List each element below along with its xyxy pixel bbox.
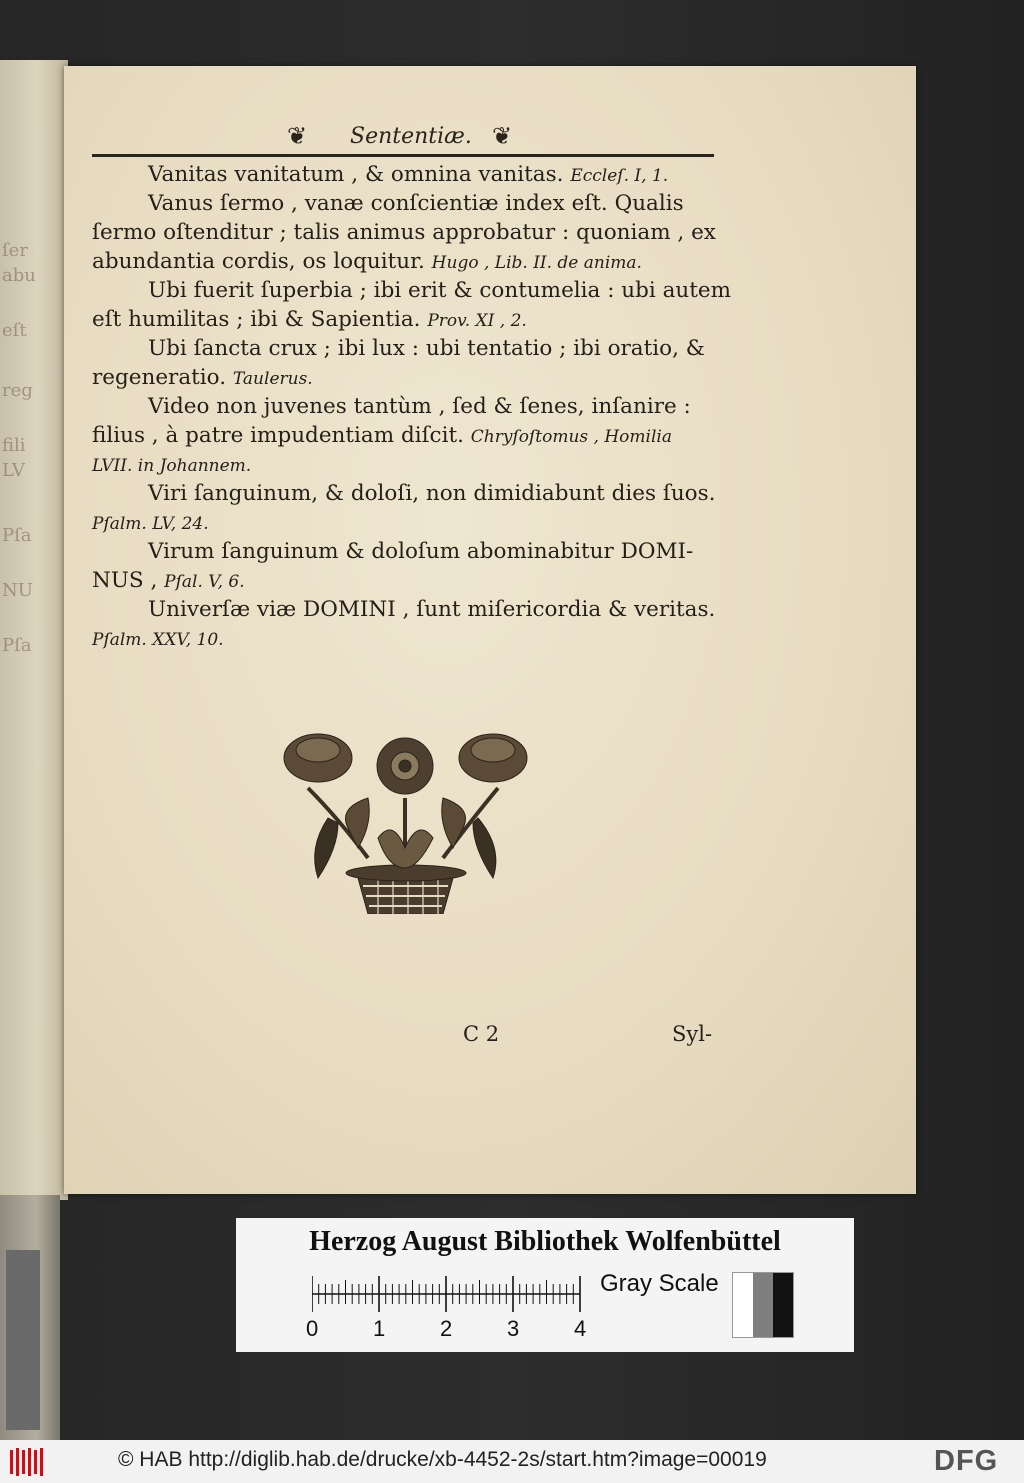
scale-number: 2 — [440, 1316, 453, 1341]
signature-mark: C 2 — [463, 1022, 500, 1046]
library-name: Herzog August Bibliothek Wolfenbüttel — [309, 1226, 781, 1257]
ghost-text: abu — [2, 265, 36, 286]
text-line — [148, 597, 715, 622]
adjacent-page-edge — [0, 60, 68, 1200]
spine-tag — [6, 1250, 40, 1430]
hab-logo-icon — [8, 1446, 48, 1478]
viewer-footer-bar — [0, 1440, 1024, 1483]
line-text: abundantia cordis, os loquitur. — [92, 249, 432, 274]
text-line — [92, 365, 313, 390]
line-citation: Prov. XI , 2. — [427, 311, 527, 331]
line-text: Vanitas vanitatum , & omnina vanitas. — [148, 162, 571, 187]
line-citation: LVII. in Johannem. — [92, 456, 252, 476]
line-citation: Hugo , Lib. II. de anima. — [431, 253, 642, 273]
text-line — [148, 394, 691, 419]
text-line — [148, 191, 684, 216]
line-text: eſt humilitas ; ibi & Sapientia. — [92, 307, 428, 332]
line-citation: Pſal. V, 6. — [164, 572, 245, 592]
text-line — [148, 278, 731, 303]
swatch-white — [733, 1273, 753, 1337]
text-line — [92, 626, 224, 651]
line-citation: Pſalm. XXV, 10. — [92, 630, 224, 650]
line-citation: Taulerus. — [232, 369, 313, 389]
text-line — [148, 539, 693, 564]
text-line — [92, 423, 672, 448]
ghost-text: reg — [2, 380, 33, 401]
gray-scale-swatches — [732, 1272, 794, 1338]
line-citation: Pſalm. LV, 24. — [92, 514, 209, 534]
text-line — [92, 249, 642, 274]
ghost-text: ſer — [2, 240, 28, 261]
line-text: Viri ſanguinum, & doloſi, non dimidiabunt dies ſuos. — [148, 481, 716, 506]
fleuron-icon: ❦ — [492, 122, 513, 150]
scale-number: 1 — [373, 1316, 386, 1341]
copyright-url[interactable]: © HAB http://diglib.hab.de/drucke/xb-4452-2s/start.htm?image=00019 — [118, 1448, 767, 1471]
text-line — [92, 307, 527, 332]
gray-scale-label: Gray Scale — [600, 1270, 719, 1297]
page-title: Sententiæ. — [350, 124, 472, 149]
catchword: Syl- — [672, 1022, 713, 1046]
header-rule — [92, 154, 714, 157]
text-line — [92, 568, 245, 593]
ghost-text: fili — [2, 435, 26, 456]
line-citation: Chryſoſtomus , Homilia — [470, 427, 672, 447]
text-line — [92, 220, 716, 245]
text-line — [148, 162, 668, 187]
line-text: Video non juvenes tantùm , ſed & ſenes, inſanire : — [148, 394, 691, 419]
line-citation: Eccleſ. I, 1. — [570, 166, 669, 186]
ruler-scale — [312, 1274, 584, 1314]
text-line — [92, 452, 251, 477]
line-text: Vanus ſermo , vanæ conſcientiæ index eſt. Qualis — [148, 191, 684, 216]
flower-basket-vignette — [278, 728, 532, 914]
swatch-gray — [753, 1273, 773, 1337]
dfg-logo: DFG — [934, 1445, 999, 1477]
library-color-card — [236, 1218, 854, 1352]
scale-number: 4 — [574, 1316, 587, 1341]
ghost-text: LV — [2, 460, 25, 481]
fleuron-icon: ❦ — [287, 122, 308, 150]
ghost-text: eſt — [2, 320, 27, 341]
text-line — [92, 510, 209, 535]
ghost-text: Pſa — [2, 635, 32, 656]
line-text: Univerſæ viæ DOMINI , ſunt miſericordia & veritas. — [148, 597, 716, 622]
scale-number: 0 — [306, 1316, 319, 1341]
scale-number: 3 — [507, 1316, 520, 1341]
ghost-text: Pſa — [2, 525, 32, 546]
line-text: Ubi fuerit ſuperbia ; ibi erit & contumelia : ubi autem — [148, 278, 732, 303]
line-text: Virum ſanguinum & doloſum abominabitur DOMI- — [148, 539, 694, 564]
line-text: filius , à patre impudentiam diſcit. — [92, 423, 471, 448]
text-line — [148, 481, 715, 506]
ghost-text: NU — [2, 580, 33, 601]
line-text: Ubi ſancta crux ; ibi lux : ubi tentatio ; ibi oratio, & — [148, 336, 705, 361]
line-text: NUS , — [92, 568, 165, 593]
running-header — [92, 122, 714, 156]
swatch-black — [773, 1273, 793, 1337]
text-line — [148, 336, 705, 361]
line-text: ſermo oſtenditur ; talis animus approbatur : quoniam , ex — [92, 220, 716, 245]
line-text: regeneratio. — [92, 365, 233, 390]
